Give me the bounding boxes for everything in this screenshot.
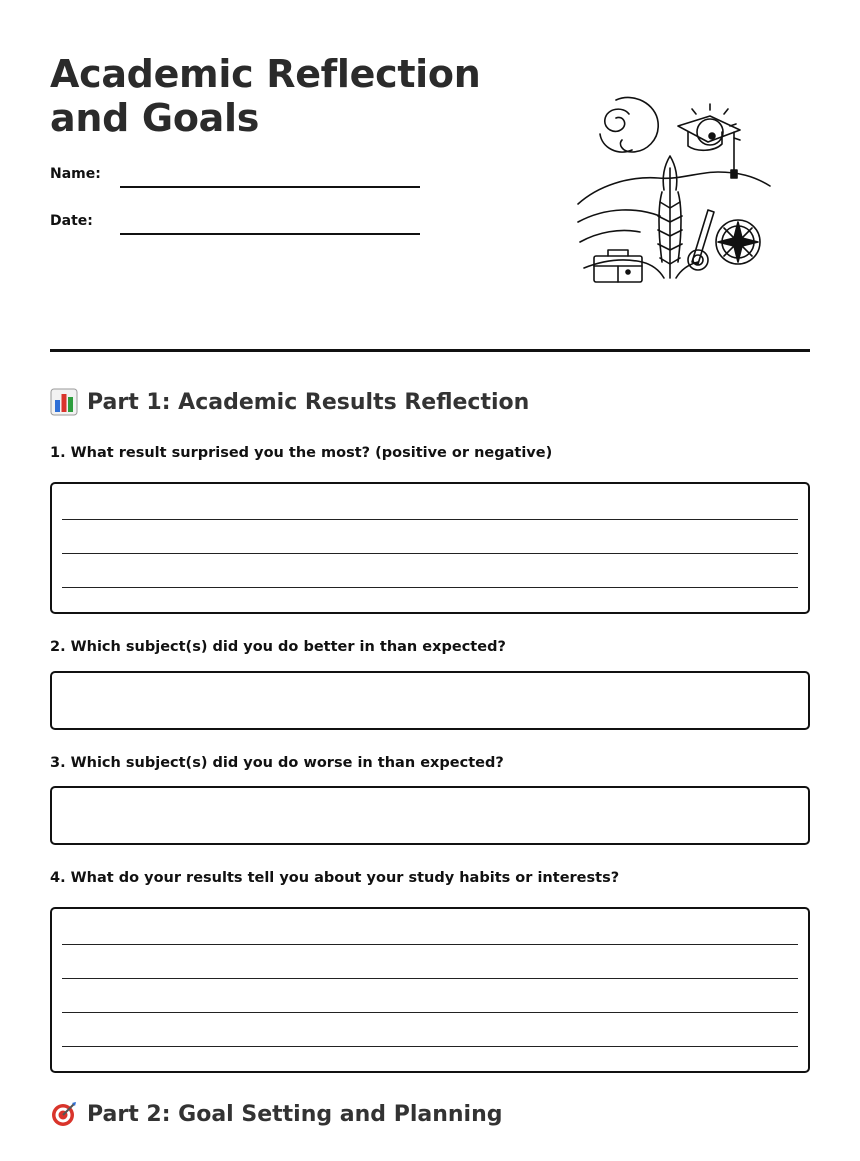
compass-icon	[716, 220, 760, 264]
part2-heading-text: Part 2: Goal Setting and Planning	[87, 1101, 503, 1127]
question-1: 1. What result surprised you the most? (positive or negative)	[50, 445, 553, 461]
writing-line	[62, 944, 798, 945]
header-divider	[50, 349, 810, 352]
decorative-illustration	[574, 92, 774, 284]
writing-line	[62, 587, 798, 588]
lupin-flower-icon	[642, 156, 698, 278]
answer-box-2[interactable]	[50, 671, 810, 730]
target-dart-icon	[50, 1100, 78, 1128]
writing-line	[62, 1046, 798, 1047]
answer-box-3[interactable]	[50, 786, 810, 845]
writing-line	[62, 978, 798, 979]
part2-heading	[50, 1100, 503, 1128]
question-2: 2. Which subject(s) did you do better in than expected?	[50, 639, 506, 655]
date-label: Date:	[50, 213, 93, 229]
answer-box-4[interactable]	[50, 907, 810, 1073]
page-title	[50, 52, 480, 140]
graduation-cap-icon	[678, 116, 740, 178]
title-line-1: Academic Reflection	[50, 52, 481, 96]
worksheet-header	[50, 0, 810, 352]
worksheet-page	[50, 0, 810, 1127]
writing-line	[62, 553, 798, 554]
writing-line	[62, 1012, 798, 1013]
name-label: Name:	[50, 166, 101, 182]
spiral-icon	[600, 97, 658, 152]
writing-line	[62, 519, 798, 520]
part1-heading-text: Part 1: Academic Results Reflection	[87, 389, 530, 415]
bar-chart-icon	[50, 388, 78, 416]
briefcase-icon	[594, 250, 642, 282]
answer-box-1[interactable]	[50, 482, 810, 614]
name-field[interactable]	[120, 186, 420, 188]
title-line-2: and Goals	[50, 96, 260, 140]
question-3: 3. Which subject(s) did you do worse in than expected?	[50, 755, 504, 771]
date-field[interactable]	[120, 233, 420, 235]
part1-heading	[50, 388, 529, 416]
pencil-icon	[688, 210, 714, 270]
question-4: 4. What do your results tell you about your study habits or interests?	[50, 870, 620, 886]
